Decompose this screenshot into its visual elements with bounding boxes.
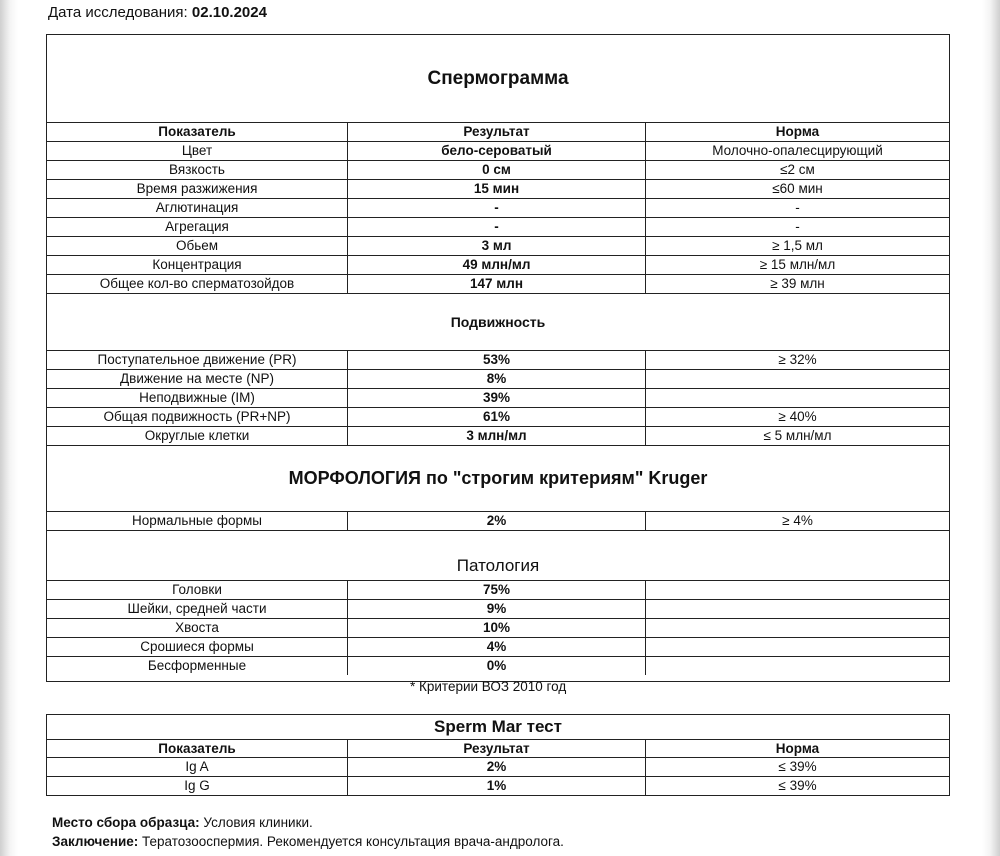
row-name: Цвет	[181, 143, 213, 159]
row-result: 75%	[347, 581, 645, 599]
row-result: 10%	[347, 619, 645, 637]
row-result: 49 млн/мл	[347, 256, 645, 274]
spermogram-table	[46, 34, 950, 682]
conclusion-label: Заключение:	[52, 834, 139, 849]
table-row	[47, 160, 949, 179]
row-result: 4%	[347, 638, 645, 656]
study-date-label: Дата исследования:	[48, 4, 188, 21]
sample-place-label: Место сбора образца:	[52, 815, 200, 830]
row-name: Общее кол-во сперматозойдов	[99, 276, 295, 292]
row-norm: Молочно-опалесцирующий	[645, 142, 949, 160]
row-norm	[645, 389, 949, 407]
row-name: Бесформенные	[147, 658, 247, 674]
row-result: 3 млн/мл	[347, 427, 645, 445]
motility-title: Подвижность	[47, 293, 949, 350]
row-name: Общая подвижность (PR+NP)	[103, 409, 291, 425]
row-norm: ≤ 39%	[645, 777, 949, 795]
row-norm	[645, 370, 949, 388]
table-row	[47, 236, 949, 255]
table-row	[47, 217, 949, 236]
row-name: Вязкость	[169, 162, 225, 178]
row-result: 15 мин	[347, 180, 645, 198]
table-row	[47, 776, 949, 795]
page-edge-shadow-left	[0, 0, 18, 856]
page-edge-shadow-right	[982, 0, 1000, 856]
row-norm: -	[645, 199, 949, 217]
row-name: Срошиеся формы	[140, 639, 254, 655]
row-norm: ≥ 40%	[645, 408, 949, 426]
row-name: Агрегация	[165, 219, 229, 235]
spermogram-title: Спермограмма	[427, 68, 569, 89]
row-result: 2%	[347, 512, 645, 530]
table-row	[47, 388, 949, 407]
column-header-result: Результат	[347, 123, 645, 141]
table-row	[47, 179, 949, 198]
row-name: Аглютинация	[155, 200, 239, 216]
table-header-row	[47, 122, 949, 141]
row-norm	[645, 619, 949, 637]
row-norm: ≥ 32%	[645, 351, 949, 369]
row-norm: ≥ 39 млн	[645, 275, 949, 293]
study-date	[48, 4, 267, 21]
row-name: Неподвижные (IM)	[139, 390, 255, 406]
row-name: Головки	[172, 582, 222, 598]
row-result: бело-сероватый	[347, 142, 645, 160]
mar-column-header-result: Результат	[347, 740, 645, 757]
row-result: -	[347, 199, 645, 217]
table-row	[47, 580, 949, 599]
row-norm: ≤2 см	[645, 161, 949, 179]
row-name: Нормальные формы	[132, 513, 262, 529]
table-row	[47, 198, 949, 217]
table-row-normal-forms	[47, 511, 949, 530]
mar-test-table	[46, 714, 950, 796]
row-name: Поступательное движение (PR)	[97, 352, 297, 368]
column-header-indicator: Показатель	[158, 124, 236, 140]
table-row	[47, 618, 949, 637]
mar-test-title: Sperm Mar тест	[434, 717, 562, 736]
mar-column-header-norm: Норма	[645, 740, 949, 757]
row-norm: ≤ 5 млн/мл	[645, 427, 949, 445]
mar-column-header-indicator: Показатель	[158, 740, 236, 756]
row-result: 2%	[347, 758, 645, 776]
row-norm: ≥ 15 млн/мл	[645, 256, 949, 274]
row-result: -	[347, 218, 645, 236]
row-result: 3 мл	[347, 237, 645, 255]
row-name: Ig G	[184, 778, 210, 794]
conclusion-value: Тератозооспермия. Рекомендуется консультация врача-андролога.	[142, 834, 564, 849]
row-result: 9%	[347, 600, 645, 618]
column-header-norm: Норма	[645, 123, 949, 141]
row-name: Обьем	[175, 238, 219, 254]
table-row	[47, 407, 949, 426]
mar-header-row	[47, 739, 949, 757]
table-row	[47, 757, 949, 776]
table-row	[47, 141, 949, 160]
table-row	[47, 274, 949, 293]
who-criteria-footnote: * Критерии ВОЗ 2010 год	[410, 679, 567, 694]
table-row	[47, 656, 949, 675]
row-result: 1%	[347, 777, 645, 795]
row-name: Хвоста	[175, 620, 219, 636]
row-norm: -	[645, 218, 949, 236]
row-norm	[645, 638, 949, 656]
row-result: 0%	[347, 657, 645, 675]
sample-place-value: Условия клиники.	[203, 815, 313, 830]
table-row	[47, 426, 949, 445]
morphology-title: МОРФОЛОГИЯ по "строгим критериям" Kruger	[47, 445, 949, 511]
row-norm: ≥ 4%	[645, 512, 949, 530]
row-result: 8%	[347, 370, 645, 388]
row-norm: ≥ 1,5 мл	[645, 237, 949, 255]
table-row	[47, 255, 949, 274]
study-date-value: 02.10.2024	[191, 4, 267, 21]
row-norm	[645, 657, 949, 675]
table-row	[47, 637, 949, 656]
table-row	[47, 369, 949, 388]
row-name: Движение на месте (NP)	[120, 371, 274, 387]
row-name: Шейки, средней части	[127, 601, 267, 617]
row-norm	[645, 581, 949, 599]
row-name: Время разжижения	[136, 181, 258, 197]
table-row	[47, 350, 949, 369]
row-name: Ig A	[185, 759, 209, 775]
row-name: Концентрация	[152, 257, 242, 273]
row-norm: ≤ 39%	[645, 758, 949, 776]
row-norm	[645, 600, 949, 618]
sample-place	[52, 815, 313, 830]
row-name: Округлые клетки	[144, 428, 250, 444]
row-result: 61%	[347, 408, 645, 426]
table-row	[47, 599, 949, 618]
row-result: 0 см	[347, 161, 645, 179]
row-result: 39%	[347, 389, 645, 407]
pathology-title: Патология	[47, 530, 949, 580]
row-result: 147 млн	[347, 275, 645, 293]
row-result: 53%	[347, 351, 645, 369]
row-norm: ≤60 мин	[645, 180, 949, 198]
conclusion	[52, 834, 564, 849]
